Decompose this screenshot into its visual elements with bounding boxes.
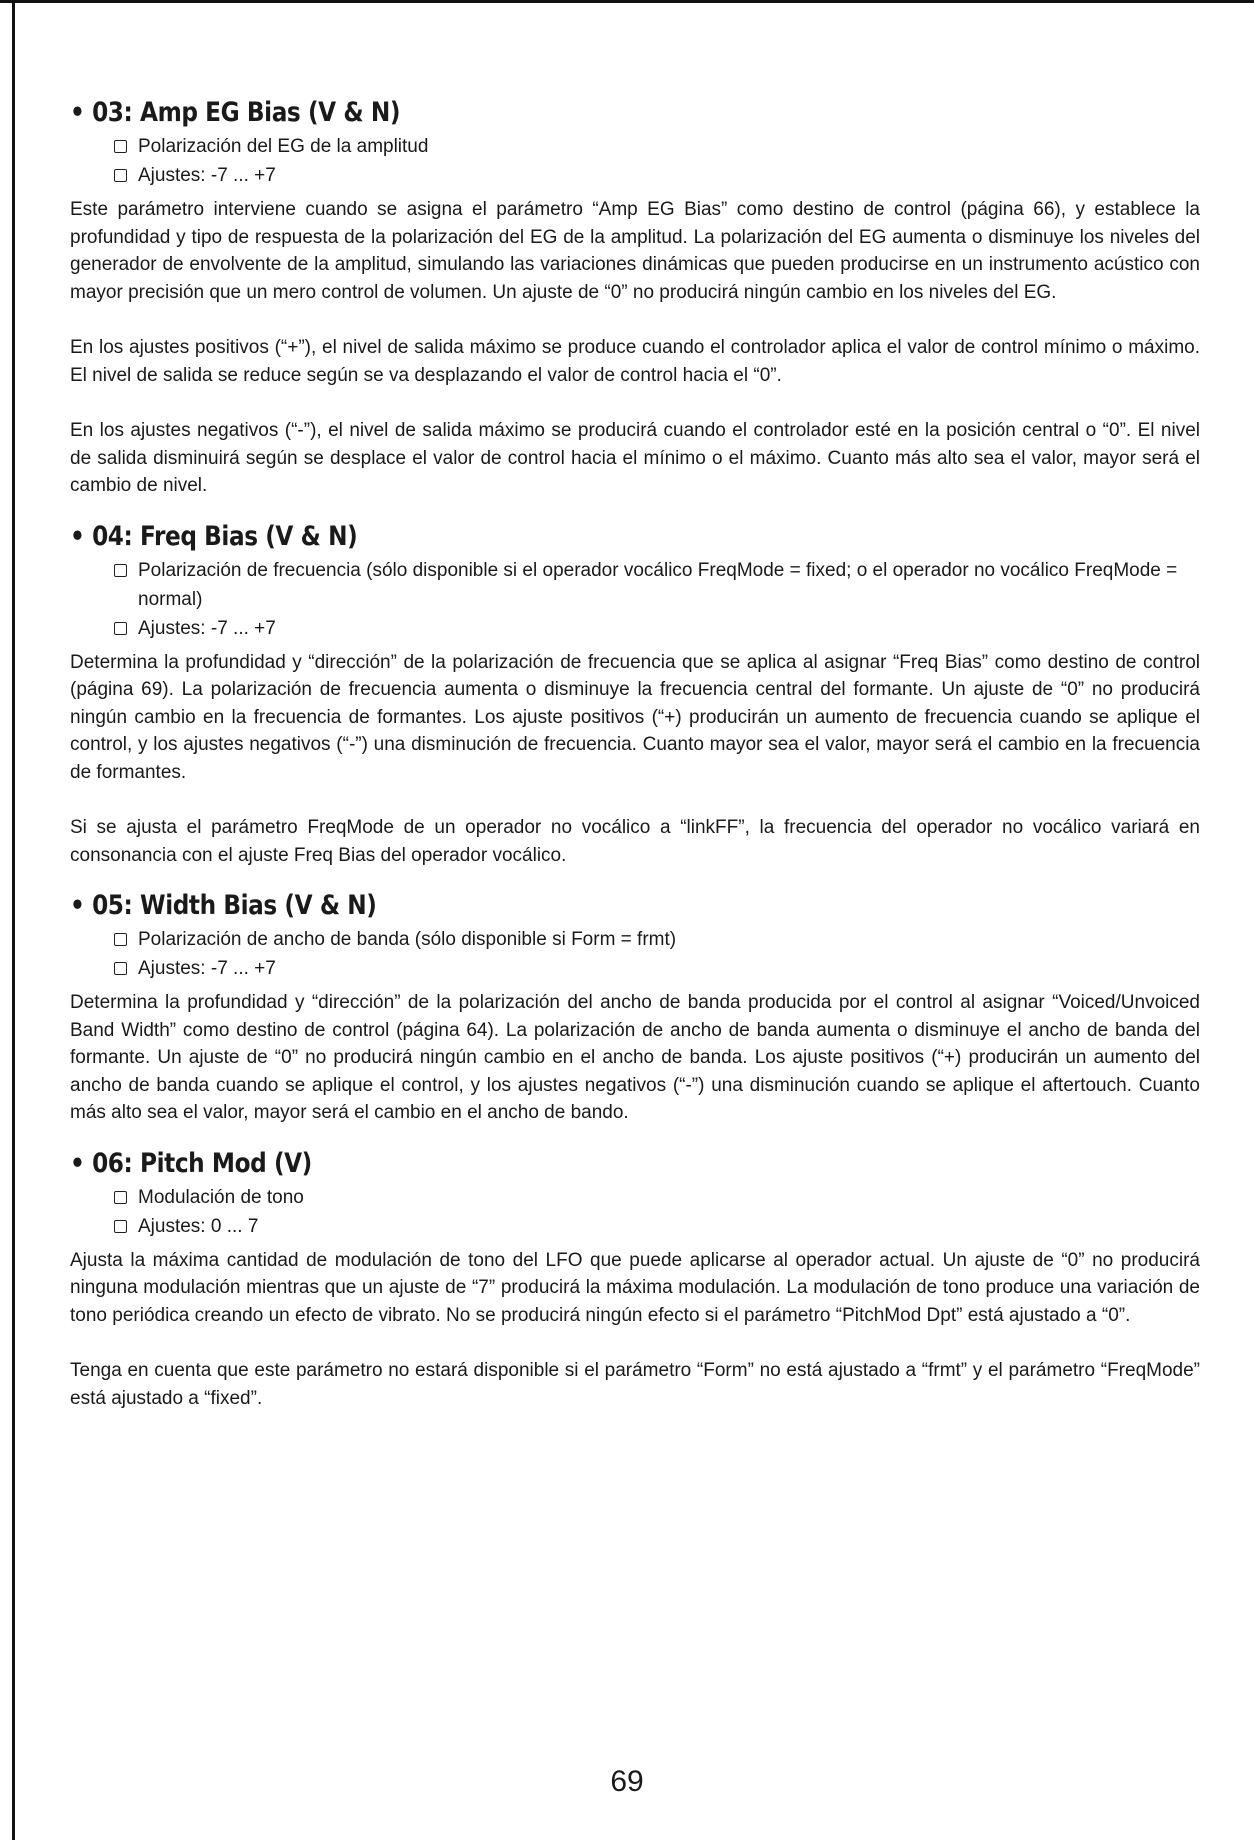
section-width-bias xyxy=(70,889,1200,1127)
paragraph: Tenga en cuenta que este parámetro no estará disponible si el parámetro “Form” no está ajustado a “frmt” y el parámetro “FreqMode” está ajustado a “fixed”. xyxy=(70,1360,1200,1409)
checkbox-square-icon xyxy=(114,169,127,182)
list-item: Polarización de ancho de banda (sólo disponible si Form = frmt) xyxy=(114,925,1200,954)
settings-list xyxy=(70,1183,1200,1241)
checkbox-square-icon xyxy=(114,1191,127,1204)
list-item: Ajustes: -7 ... +7 xyxy=(114,161,1200,190)
checkbox-square-icon xyxy=(114,564,127,577)
page-border-left xyxy=(12,0,15,1840)
checkbox-square-icon xyxy=(114,1220,127,1233)
checkbox-square-icon xyxy=(114,622,127,635)
list-item: Modulación de tono xyxy=(114,1183,1200,1212)
section-heading: • 06: Pitch Mod (V) xyxy=(70,1147,312,1179)
paragraph: Este parámetro interviene cuando se asigna el parámetro “Amp EG Bias” como destino de control (página 66), y establece la profundidad y tipo de respuesta de la polarización del EG de la amplitud. La polarización del EG aumenta o disminuye los niveles del generador de envolvente de la amplitud, simulando las variaciones dinámicas que pueden producirse en un instrumento acústico con mayor precisión que un mero control de volumen. Un ajuste de “0” no producirá ningún cambio en los niveles del EG. xyxy=(70,199,1200,303)
paragraph: Ajusta la máxima cantidad de modulación de tono del LFO que puede aplicarse al operador actual. Un ajuste de “0” no producirá ninguna modulación mientras que un ajuste de “7” producirá la máxima modulación. La modulación de tono produce una variación de tono periódica creando un efecto de vibrato. No se producirá ningún efecto si el parámetro “PitchMod Dpt” está ajustado a “0”. xyxy=(70,1249,1200,1326)
section-amp-eg-bias xyxy=(70,96,1200,500)
page-border-top xyxy=(0,0,1254,3)
paragraph: Si se ajusta el parámetro FreqMode de un operador no vocálico a “linkFF”, la frecuencia del operador no vocálico variará en consonancia con el ajuste Freq Bias del operador vocálico. xyxy=(70,817,1200,866)
list-item: Polarización del EG de la amplitud xyxy=(114,132,1200,161)
section-heading: • 05: Width Bias (V & N) xyxy=(70,890,377,921)
list-item: Ajustes: -7 ... +7 xyxy=(114,954,1200,983)
settings-list xyxy=(70,132,1200,190)
section-pitch-mod xyxy=(70,1147,1200,1413)
list-item: Polarización de frecuencia (sólo disponible si el operador vocálico FreqMode = fixed; o el operador no vocálico FreqMode = normal) xyxy=(114,556,1200,614)
list-item: Ajustes: -7 ... +7 xyxy=(114,614,1200,643)
checkbox-square-icon xyxy=(114,933,127,946)
paragraph: En los ajustes negativos (“-”), el nivel de salida máximo se producirá cuando el controlador esté en la posición central o “0”. El nivel de salida disminuirá según se desplace el valor de control hacia el mínimo o el máximo. Cuanto más alto sea el valor, mayor será el cambio de nivel. xyxy=(70,420,1200,496)
paragraph: Determina la profundidad y “dirección” de la polarización de frecuencia que se aplica al asignar “Freq Bias” como destino de control (página 69). La polarización de frecuencia aumenta o disminuye la frecuencia central del formante. Un ajuste de “0” no producirá ningún cambio en la frecuencia de formantes. Los ajuste positivos (“+) producirán un aumento de frecuencia cuando se aplique el control, y los ajustes negativos (“-”) una disminución de frecuencia. Cuanto mayor sea el valor, mayor será el cambio en la frecuencia de formantes. xyxy=(70,651,1200,783)
page-number: 69 xyxy=(610,1765,644,1798)
page-content xyxy=(70,96,1200,1432)
section-heading: • 03: Amp EG Bias (V & N) xyxy=(70,97,401,128)
checkbox-square-icon xyxy=(114,962,127,975)
settings-list xyxy=(70,925,1200,983)
list-item: Ajustes: 0 ... 7 xyxy=(114,1212,1200,1241)
settings-list xyxy=(70,556,1200,643)
checkbox-square-icon xyxy=(114,140,127,153)
paragraph: Determina la profundidad y “dirección” de la polarización del ancho de banda producida por el control al asignar “Voiced/Unvoiced Band Width” como destino de control (página 64). La polarización de ancho de banda aumenta o disminuye el ancho de banda del formante. Un ajuste de “0” no producirá ningún cambio en el ancho de banda. Los ajuste positivos (“+) producirán un aumento del ancho de banda cuando se aplique el control, y los ajustes negativos (“-”) una disminución cuando se aplique el aftertouch. Cuanto más alto sea el valor, mayor será el cambio en el ancho de bando. xyxy=(70,992,1200,1123)
paragraph: En los ajustes positivos (“+”), el nivel de salida máximo se produce cuando el controlador aplica el valor de control mínimo o máximo. El nivel de salida se reduce según se va desplazando el valor de control hacia el “0”. xyxy=(70,337,1200,386)
section-heading: • 04: Freq Bias (V & N) xyxy=(70,520,358,552)
section-freq-bias xyxy=(70,520,1200,870)
